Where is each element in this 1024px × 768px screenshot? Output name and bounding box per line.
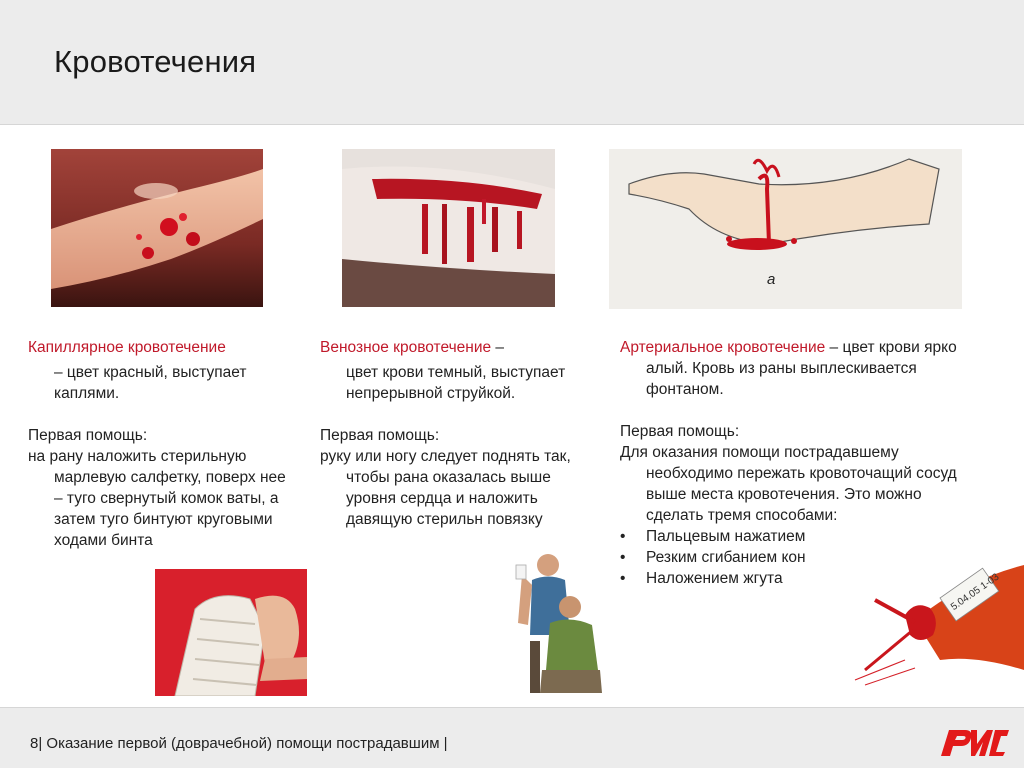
venous-bleeding-photo bbox=[342, 149, 555, 307]
venous-dash: – bbox=[491, 339, 505, 356]
footer-caption: | Оказание первой (доврачебной) помощи пострадавшим | bbox=[38, 735, 448, 752]
arterial-bleeding-drawing bbox=[609, 149, 962, 309]
rzd-logo bbox=[935, 720, 1015, 762]
venous-description: цвет крови темный, выступает непрерывной струйкой. bbox=[346, 364, 566, 402]
arterial-heading: Артериальное кровотечение bbox=[620, 339, 826, 356]
arterial-section bbox=[620, 337, 970, 589]
footer-text bbox=[30, 735, 448, 752]
venous-section bbox=[320, 337, 582, 530]
slide-footer bbox=[0, 707, 1024, 768]
tourniquet-tag-text: 5.04.05 1-03 bbox=[949, 571, 1002, 613]
page-number: 8 bbox=[30, 735, 39, 752]
capillary-first-aid-label: Первая помощь: bbox=[28, 427, 148, 444]
figure-label: а bbox=[767, 271, 776, 288]
capillary-heading: Капиллярное кровотечение bbox=[28, 339, 226, 356]
capillary-description: – цвет красный, выступает каплями. bbox=[54, 364, 247, 402]
capillary-first-aid-text: на рану наложить стерильную марлевую салфетку, поверх нее – туго свернутый комок ваты, а затем туго бинтуют круговыми ходами бинта bbox=[28, 448, 286, 549]
method-item: • Наложением жгута bbox=[620, 568, 970, 589]
first-aid-raise-arm-illustration bbox=[510, 545, 605, 693]
slide-header bbox=[0, 0, 1024, 125]
venous-heading: Венозное кровотечение bbox=[320, 339, 492, 356]
venous-first-aid-text: руку или ногу следует поднять так, чтобы рана оказалась выше уровня сердца и наложить давящую стерильн повязку bbox=[320, 448, 571, 528]
venous-first-aid-label: Первая помощь: bbox=[320, 427, 440, 444]
method-item: • Пальцевым нажатием bbox=[620, 526, 970, 547]
bandaged-hand-photo bbox=[155, 569, 307, 696]
method-item: • Резким сгибанием кон bbox=[620, 547, 970, 568]
arterial-first-aid-text: Для оказания помощи пострадавшему необходимо пережать кровоточащий сосуд выше места кровотечения. Это можно сделать тремя способами: bbox=[620, 444, 957, 524]
capillary-section bbox=[28, 337, 298, 551]
slide-title: Кровотечения bbox=[54, 44, 257, 79]
capillary-bleeding-photo bbox=[51, 149, 263, 307]
tourniquet-illustration bbox=[845, 560, 1024, 690]
arterial-first-aid-label: Первая помощь: bbox=[620, 423, 740, 440]
arterial-description: – цвет крови ярко алый. Кровь из раны выплескивается фонтаном. bbox=[646, 339, 957, 398]
